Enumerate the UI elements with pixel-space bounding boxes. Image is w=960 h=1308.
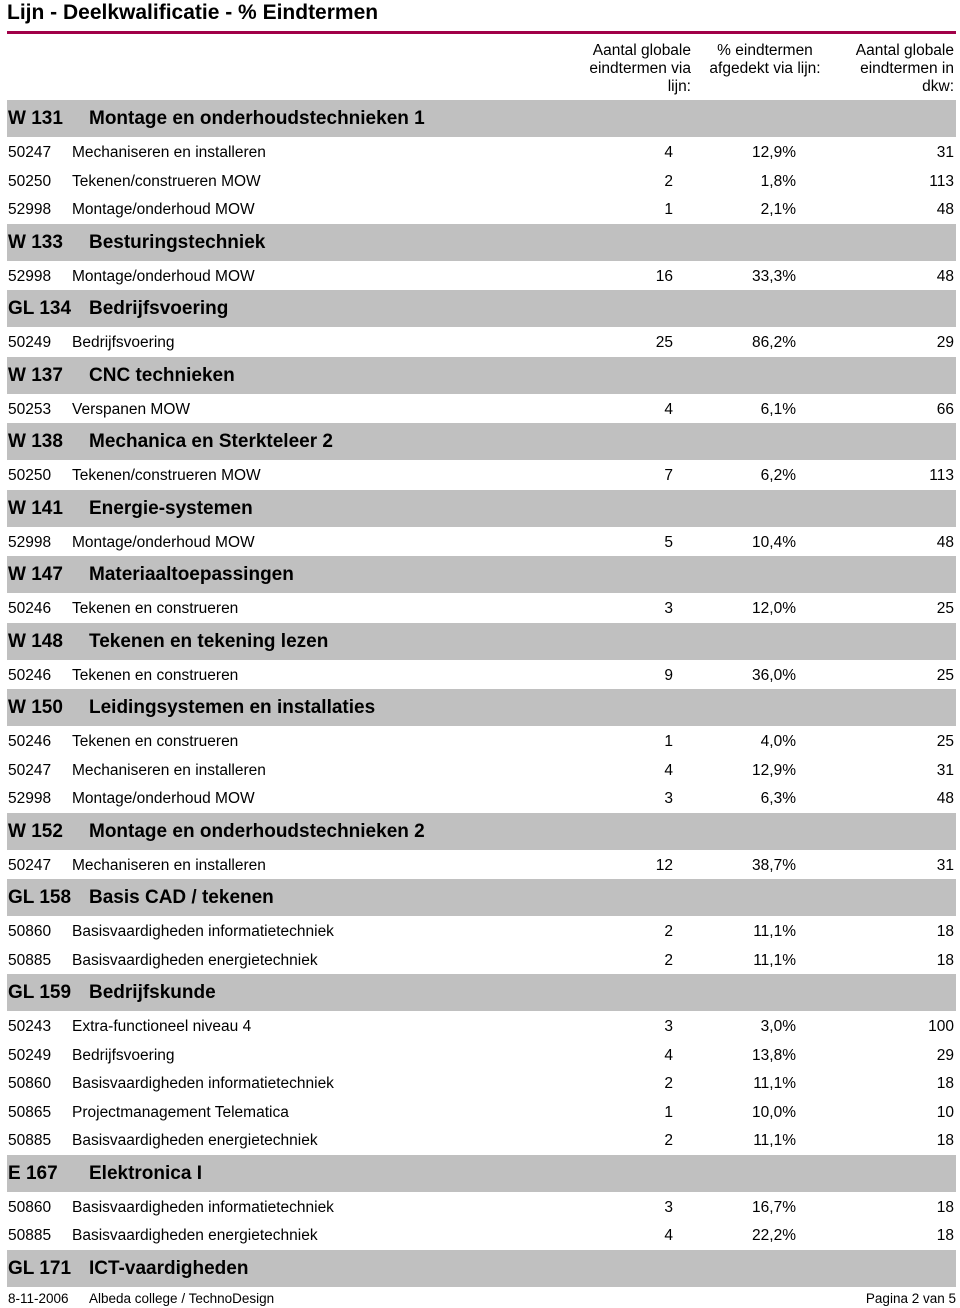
- footer-company: Albeda college / TechnoDesign: [89, 1291, 275, 1306]
- percentage-covered: 12,9%: [752, 761, 796, 779]
- eindterm-name: Mechaniseren en installeren: [72, 856, 266, 874]
- column-header-count-via-line: Aantal globale eindtermen via lijn:: [589, 42, 691, 95]
- module-name: Mechanica en Sterkteleer 2: [89, 431, 333, 452]
- count-in-dkw: 48: [936, 201, 954, 218]
- eindterm-code: 50249: [8, 1046, 52, 1064]
- count-in-dkw: 18: [936, 1227, 954, 1244]
- module-name: Basis CAD / tekenen: [89, 887, 274, 908]
- eindterm-name: Basisvaardigheden energietechniek: [72, 951, 318, 969]
- count-in-dkw: 113: [929, 172, 954, 190]
- percentage-covered: 11,1%: [753, 951, 796, 969]
- module-name: Bedrijfskunde: [89, 982, 216, 1003]
- column-header-count-in-dkw: Aantal globale eindtermen in dkw:: [855, 42, 954, 95]
- table-row: [7, 661, 956, 690]
- column-header-percentage-covered: % eindtermen afgedekt via lijn:: [709, 42, 821, 77]
- percentage-covered: 11,1%: [753, 1075, 796, 1092]
- table-row: [7, 1012, 956, 1041]
- table-row: [7, 461, 956, 490]
- eindterm-name: Montage/onderhoud MOW: [72, 201, 255, 218]
- eindterm-name: Tekenen en construeren: [72, 600, 239, 617]
- table-row: [7, 1126, 956, 1155]
- count-in-dkw: 48: [936, 267, 954, 285]
- eindterm-code: 52998: [8, 533, 52, 551]
- percentage-covered: 22,2%: [752, 1227, 796, 1244]
- module-code: W 133: [8, 231, 63, 253]
- table-row: [7, 946, 956, 975]
- table-row: [7, 1098, 956, 1127]
- count-via-line: 2: [664, 172, 673, 190]
- percentage-covered: 3,0%: [760, 1018, 796, 1035]
- module-header-row: [7, 290, 956, 327]
- footer-page-number: Pagina 2 van 5: [865, 1291, 956, 1306]
- count-in-dkw: 29: [936, 1046, 954, 1064]
- module-header-row: [7, 1155, 956, 1192]
- table-row: [7, 195, 956, 224]
- eindterm-code: 50885: [8, 1227, 52, 1244]
- eindterm-code: 50885: [8, 951, 52, 969]
- module-header-row: [7, 1250, 956, 1287]
- percentage-covered: 2,1%: [760, 201, 796, 218]
- eindterm-name: Basisvaardigheden energietechniek: [72, 1132, 318, 1149]
- module-header-row: [7, 556, 956, 593]
- count-in-dkw: 31: [936, 856, 954, 874]
- count-via-line: 2: [664, 923, 673, 940]
- count-via-line: 4: [664, 1046, 673, 1064]
- module-header-row: [7, 879, 956, 916]
- eindterm-code: 50860: [8, 1198, 52, 1216]
- eindterm-name: Basisvaardigheden energietechniek: [72, 1227, 318, 1244]
- count-in-dkw: 66: [936, 400, 954, 418]
- table-row: [7, 328, 956, 357]
- module-code: W 148: [8, 630, 63, 652]
- module-name: Bedrijfsvoering: [89, 298, 229, 319]
- count-in-dkw: 18: [936, 1132, 954, 1149]
- percentage-covered: 86,2%: [752, 334, 796, 351]
- report-title: Lijn - Deelkwalificatie - % Eindtermen: [7, 1, 379, 24]
- eindterm-code: 50860: [8, 923, 52, 940]
- count-in-dkw: 25: [936, 600, 954, 617]
- count-via-line: 16: [655, 267, 673, 285]
- count-in-dkw: 18: [936, 1198, 954, 1216]
- table-row: [7, 594, 956, 623]
- eindterm-code: 50253: [8, 400, 52, 418]
- count-via-line: 2: [664, 1132, 673, 1149]
- table-row: [7, 528, 956, 557]
- table-row: [7, 1221, 956, 1250]
- eindterm-code: 50865: [8, 1103, 52, 1121]
- count-in-dkw: 18: [936, 1075, 954, 1092]
- eindterm-name: Extra-functioneel niveau 4: [72, 1018, 252, 1035]
- module-header-row: [7, 100, 956, 137]
- count-in-dkw: 18: [936, 923, 954, 940]
- count-via-line: 4: [664, 400, 673, 418]
- module-header-row: [7, 490, 956, 527]
- count-via-line: 5: [664, 533, 673, 551]
- footer-date: 8-11-2006: [8, 1291, 69, 1306]
- module-header-row: [7, 423, 956, 460]
- module-header-row: [7, 689, 956, 726]
- percentage-covered: 4,0%: [760, 733, 796, 750]
- percentage-covered: 10,0%: [752, 1103, 796, 1121]
- table-row: [7, 167, 956, 196]
- count-in-dkw: 31: [936, 144, 954, 161]
- percentage-covered: 1,8%: [760, 172, 796, 190]
- module-code: GL 134: [8, 298, 72, 319]
- eindterm-name: Tekenen en construeren: [72, 666, 239, 684]
- eindterm-name: Tekenen/construeren MOW: [72, 172, 261, 190]
- eindterm-code: 50247: [8, 856, 52, 874]
- count-in-dkw: 25: [936, 733, 954, 750]
- eindterm-code: 50247: [8, 144, 52, 161]
- module-code: W 137: [8, 364, 63, 386]
- table-row: [7, 138, 956, 167]
- module-name: Tekenen en tekening lezen: [89, 630, 329, 652]
- module-header-row: [7, 357, 956, 394]
- percentage-covered: 6,1%: [760, 400, 796, 418]
- count-via-line: 25: [655, 334, 673, 351]
- count-via-line: 9: [664, 666, 673, 684]
- eindterm-name: Basisvaardigheden informatietechniek: [72, 923, 334, 940]
- report-table: [7, 100, 956, 1288]
- percentage-covered: 11,1%: [753, 923, 796, 940]
- percentage-covered: 11,1%: [753, 1132, 796, 1149]
- percentage-covered: 12,9%: [752, 144, 796, 161]
- count-in-dkw: 25: [936, 666, 954, 684]
- eindterm-code: 52998: [8, 201, 52, 218]
- count-in-dkw: 48: [936, 790, 954, 807]
- eindterm-code: 50250: [8, 467, 52, 484]
- count-via-line: 2: [664, 951, 673, 969]
- table-row: [7, 784, 956, 813]
- count-in-dkw: 18: [936, 951, 954, 969]
- count-via-line: 3: [664, 1198, 673, 1216]
- eindterm-name: Basisvaardigheden informatietechniek: [72, 1198, 334, 1216]
- eindterm-code: 50860: [8, 1075, 52, 1092]
- module-name: Montage en onderhoudstechnieken 2: [89, 820, 425, 842]
- eindterm-name: Mechaniseren en installeren: [72, 761, 266, 779]
- eindterm-code: 50247: [8, 761, 52, 779]
- eindterm-code: 50246: [8, 600, 52, 617]
- module-code: W 147: [8, 564, 63, 585]
- table-row: [7, 727, 956, 756]
- percentage-covered: 13,8%: [752, 1046, 796, 1064]
- module-header-row: [7, 974, 956, 1011]
- percentage-covered: 33,3%: [752, 267, 796, 285]
- module-code: GL 159: [8, 982, 72, 1003]
- module-code: W 141: [8, 497, 63, 519]
- percentage-covered: 6,3%: [760, 790, 796, 807]
- module-name: Elektronica I: [89, 1162, 202, 1184]
- eindterm-name: Montage/onderhoud MOW: [72, 790, 255, 807]
- count-via-line: 3: [664, 790, 673, 807]
- percentage-covered: 6,2%: [760, 467, 796, 484]
- eindterm-name: Tekenen/construeren MOW: [72, 467, 261, 484]
- title-divider: [7, 31, 956, 34]
- eindterm-code: 50250: [8, 172, 52, 190]
- eindterm-code: 50243: [8, 1018, 52, 1035]
- eindterm-code: 50246: [8, 733, 52, 750]
- count-via-line: 3: [664, 1018, 673, 1035]
- eindterm-code: 52998: [8, 267, 52, 285]
- table-row: [7, 1069, 956, 1098]
- module-code: E 167: [8, 1162, 58, 1184]
- module-code: W 138: [8, 431, 63, 452]
- eindterm-name: Mechaniseren en installeren: [72, 144, 266, 161]
- module-code: GL 171: [8, 1257, 72, 1279]
- eindterm-code: 50885: [8, 1132, 52, 1149]
- table-row: [7, 1041, 956, 1070]
- count-via-line: 1: [664, 733, 673, 750]
- count-via-line: 1: [664, 201, 673, 218]
- module-name: Montage en onderhoudstechnieken 1: [89, 108, 425, 129]
- table-row: [7, 851, 956, 880]
- eindterm-name: Bedrijfsvoering: [72, 334, 175, 351]
- module-code: W 131: [8, 108, 63, 129]
- module-name: Leidingsystemen en installaties: [89, 697, 376, 718]
- eindterm-name: Verspanen MOW: [72, 400, 191, 418]
- module-name: Energie-systemen: [89, 497, 253, 519]
- count-via-line: 4: [664, 1227, 673, 1244]
- table-row: [7, 1193, 956, 1222]
- count-via-line: 12: [655, 856, 673, 874]
- count-in-dkw: 48: [936, 533, 954, 551]
- module-name: Besturingstechniek: [89, 231, 266, 253]
- eindterm-code: 50249: [8, 334, 52, 351]
- count-in-dkw: 31: [936, 761, 954, 779]
- page-footer: [7, 1289, 956, 1307]
- percentage-covered: 10,4%: [752, 533, 796, 551]
- percentage-covered: 12,0%: [752, 600, 796, 617]
- module-name: Materiaaltoepassingen: [89, 564, 294, 585]
- module-name: CNC technieken: [89, 364, 235, 386]
- percentage-covered: 38,7%: [752, 856, 796, 874]
- count-via-line: 4: [664, 761, 673, 779]
- module-header-row: [7, 813, 956, 850]
- count-in-dkw: 113: [929, 467, 954, 484]
- eindterm-name: Montage/onderhoud MOW: [72, 267, 255, 285]
- module-header-row: [7, 224, 956, 261]
- table-row: [7, 756, 956, 785]
- eindterm-name: Montage/onderhoud MOW: [72, 533, 255, 551]
- module-code: W 150: [8, 697, 63, 718]
- count-via-line: 3: [664, 600, 673, 617]
- module-code: GL 158: [8, 887, 72, 908]
- percentage-covered: 16,7%: [752, 1198, 796, 1216]
- table-row: [7, 395, 956, 424]
- module-name: ICT-vaardigheden: [89, 1257, 249, 1279]
- module-header-row: [7, 623, 956, 660]
- percentage-covered: 36,0%: [752, 666, 796, 684]
- count-via-line: 7: [664, 467, 673, 484]
- table-row: [7, 262, 956, 291]
- count-via-line: 1: [664, 1103, 673, 1121]
- eindterm-name: Basisvaardigheden informatietechniek: [72, 1075, 334, 1092]
- count-via-line: 4: [664, 144, 673, 161]
- count-in-dkw: 100: [928, 1018, 954, 1035]
- count-in-dkw: 29: [936, 334, 954, 351]
- eindterm-code: 52998: [8, 790, 52, 807]
- module-code: W 152: [8, 820, 63, 842]
- count-via-line: 2: [664, 1075, 673, 1092]
- eindterm-name: Tekenen en construeren: [72, 733, 239, 750]
- count-in-dkw: 10: [936, 1103, 954, 1121]
- eindterm-name: Bedrijfsvoering: [72, 1046, 175, 1064]
- eindterm-name: Projectmanagement Telematica: [72, 1103, 289, 1121]
- eindterm-code: 50246: [8, 666, 52, 684]
- table-row: [7, 917, 956, 946]
